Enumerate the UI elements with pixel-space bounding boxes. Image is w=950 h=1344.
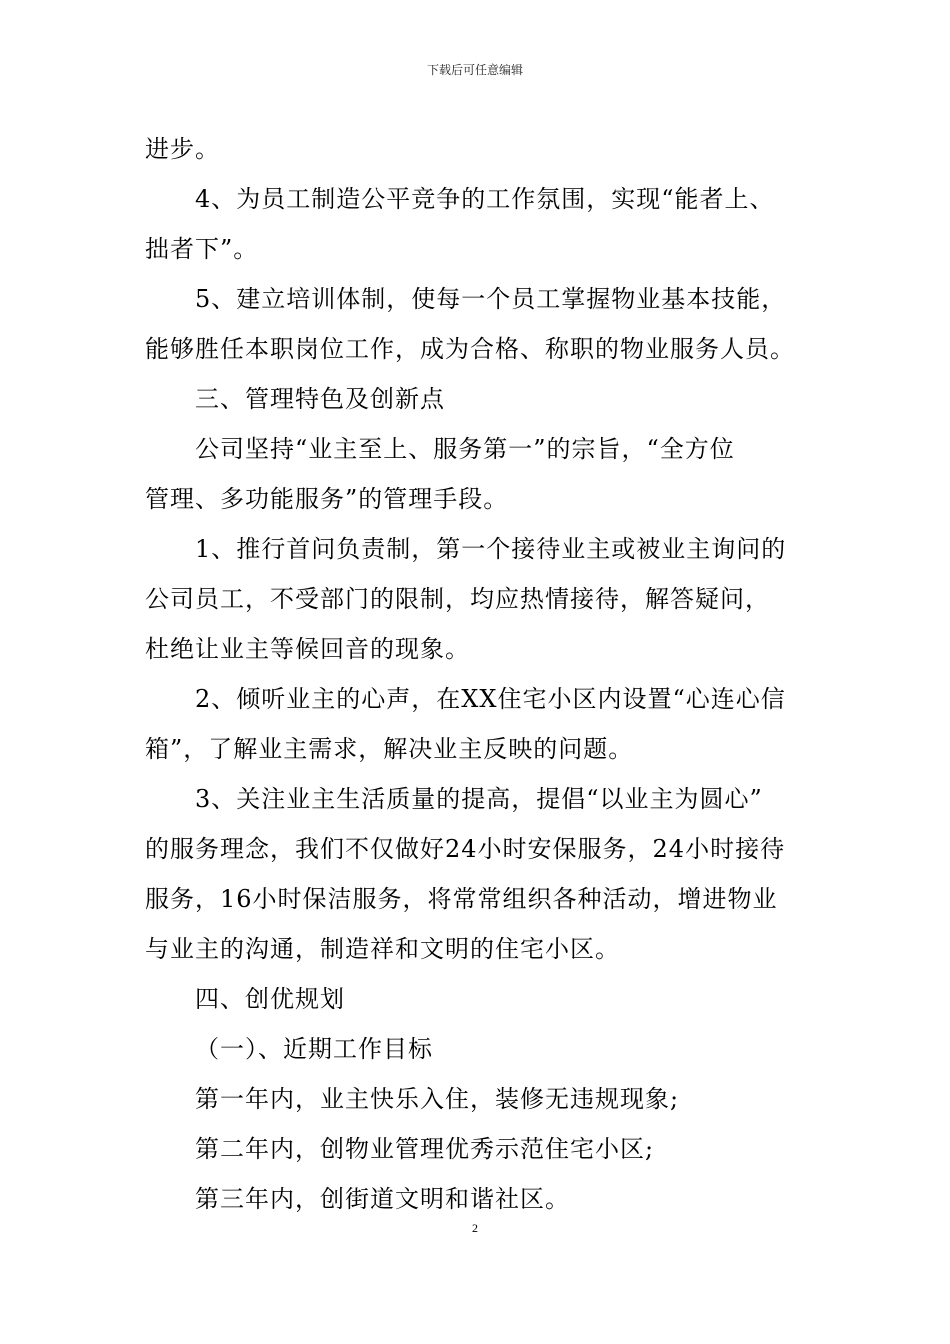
text-line: 能够胜任本职岗位工作，成为合格、称职的物业服务人员。 [145, 335, 795, 363]
text-line: 服务，16小时保洁服务，将常常组织各种活动，增进物业 [145, 885, 778, 913]
page-header: 下载后可任意编辑 [426, 63, 523, 77]
section-heading: 四、创优规划 [195, 985, 345, 1013]
text-line: 进步。 [145, 135, 220, 163]
text-line: 第一年内，业主快乐入住，装修无违规现象; [195, 1085, 680, 1113]
text-line: 管理、多功能服务”的管理手段。 [145, 485, 509, 513]
section-heading: 三、管理特色及创新点 [195, 385, 445, 413]
text-line: 与业主的沟通，制造祥和文明的住宅小区。 [145, 935, 620, 963]
text-line: 2、倾听业主的心声，在XX住宅小区内设置“心连心信 [195, 685, 786, 713]
text-line: 第三年内，创街道文明和谐社区。 [195, 1185, 570, 1213]
text-line: 箱”，了解业主需求，解决业主反映的问题。 [145, 735, 634, 763]
text-line: 3、关注业主生活质量的提高，提倡“以业主为圆心” [195, 785, 763, 813]
text-line: 4、为员工制造公平竞争的工作氛围，实现“能者上、 [195, 185, 775, 213]
text-line: 公司坚持“业主至上、服务第一”的宗旨，“全方位 [195, 435, 735, 463]
text-line: 杜绝让业主等候回音的现象。 [145, 635, 470, 663]
text-line: 5、建立培训体制，使每一个员工掌握物业基本技能， [195, 285, 787, 313]
subsection-heading: （一）、近期工作目标 [195, 1035, 433, 1063]
text-line: 公司员工，不受部门的限制，均应热情接待，解答疑问， [145, 585, 770, 613]
text-line: 的服务理念，我们不仅做好24小时安保服务，24小时接待 [145, 835, 786, 863]
text-line: 拙者下”。 [145, 235, 259, 263]
page-number: 2 [472, 1221, 478, 1235]
document-body [145, 124, 815, 1224]
text-line: 第二年内，创物业管理优秀示范住宅小区; [195, 1135, 655, 1163]
text-line: 1、推行首问负责制，第一个接待业主或被业主询问的 [195, 535, 787, 563]
